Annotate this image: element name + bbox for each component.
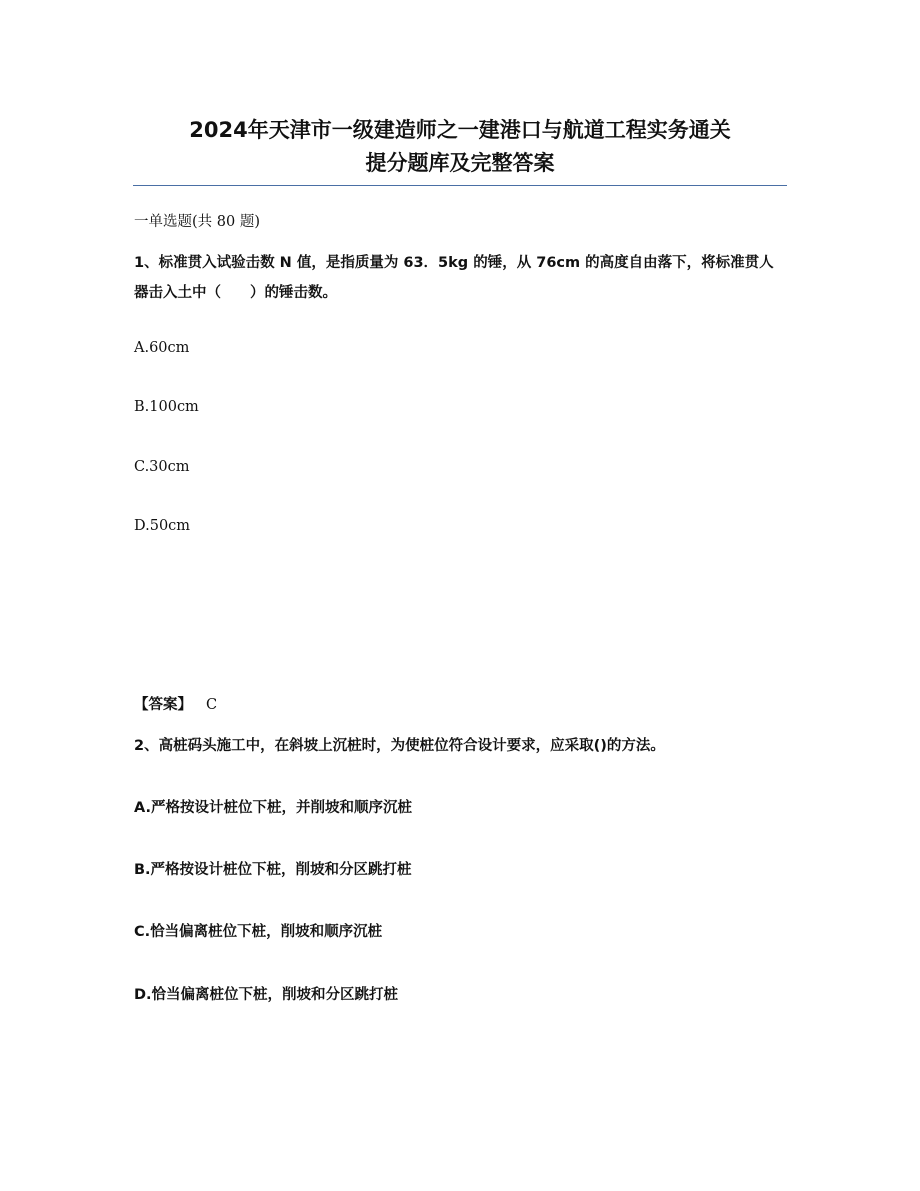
document-title xyxy=(100,114,820,180)
question-2-text: 2、高桩码头施工中，在斜坡上沉桩时，为使桩位符合设计要求，应采取()的方法。 xyxy=(134,738,665,754)
section-heading: 一单选题(共 80 题) xyxy=(134,214,260,230)
question-2-option-a: A.严格按设计桩位下桩，并削坡和顺序沉桩 xyxy=(134,800,412,816)
question-2-option-c: C.恰当偏离桩位下桩，削坡和顺序沉桩 xyxy=(134,924,383,940)
question-2-option-d: D.恰当偏离桩位下桩，削坡和分区跳打桩 xyxy=(134,987,399,1003)
title-divider xyxy=(133,185,787,186)
document-title-line-1: 2024年天津市一级建造师之一建港口与航道工程实务通关 xyxy=(189,118,731,142)
question-1-option-c: C.30cm xyxy=(134,459,190,475)
question-1-text: 1、标准贯入试验击数 N 值，是指质量为 63．5kg 的锤，从 76cm 的高度自由落下，将标准贯人器击入土中（ ）的锤击数。 xyxy=(134,255,774,301)
document-title-line-2: 提分题库及完整答案 xyxy=(365,151,555,175)
question-1-answer xyxy=(134,690,217,720)
question-1-option-d: D.50cm xyxy=(134,518,191,534)
question-1-option-b: B.100cm xyxy=(134,399,199,415)
question-2-option-b: B.严格按设计桩位下桩，削坡和分区跳打桩 xyxy=(134,862,412,878)
answer-value: C xyxy=(206,697,218,713)
question-1-option-a: A.60cm xyxy=(134,340,190,356)
answer-label: 【答案】 xyxy=(134,697,192,713)
